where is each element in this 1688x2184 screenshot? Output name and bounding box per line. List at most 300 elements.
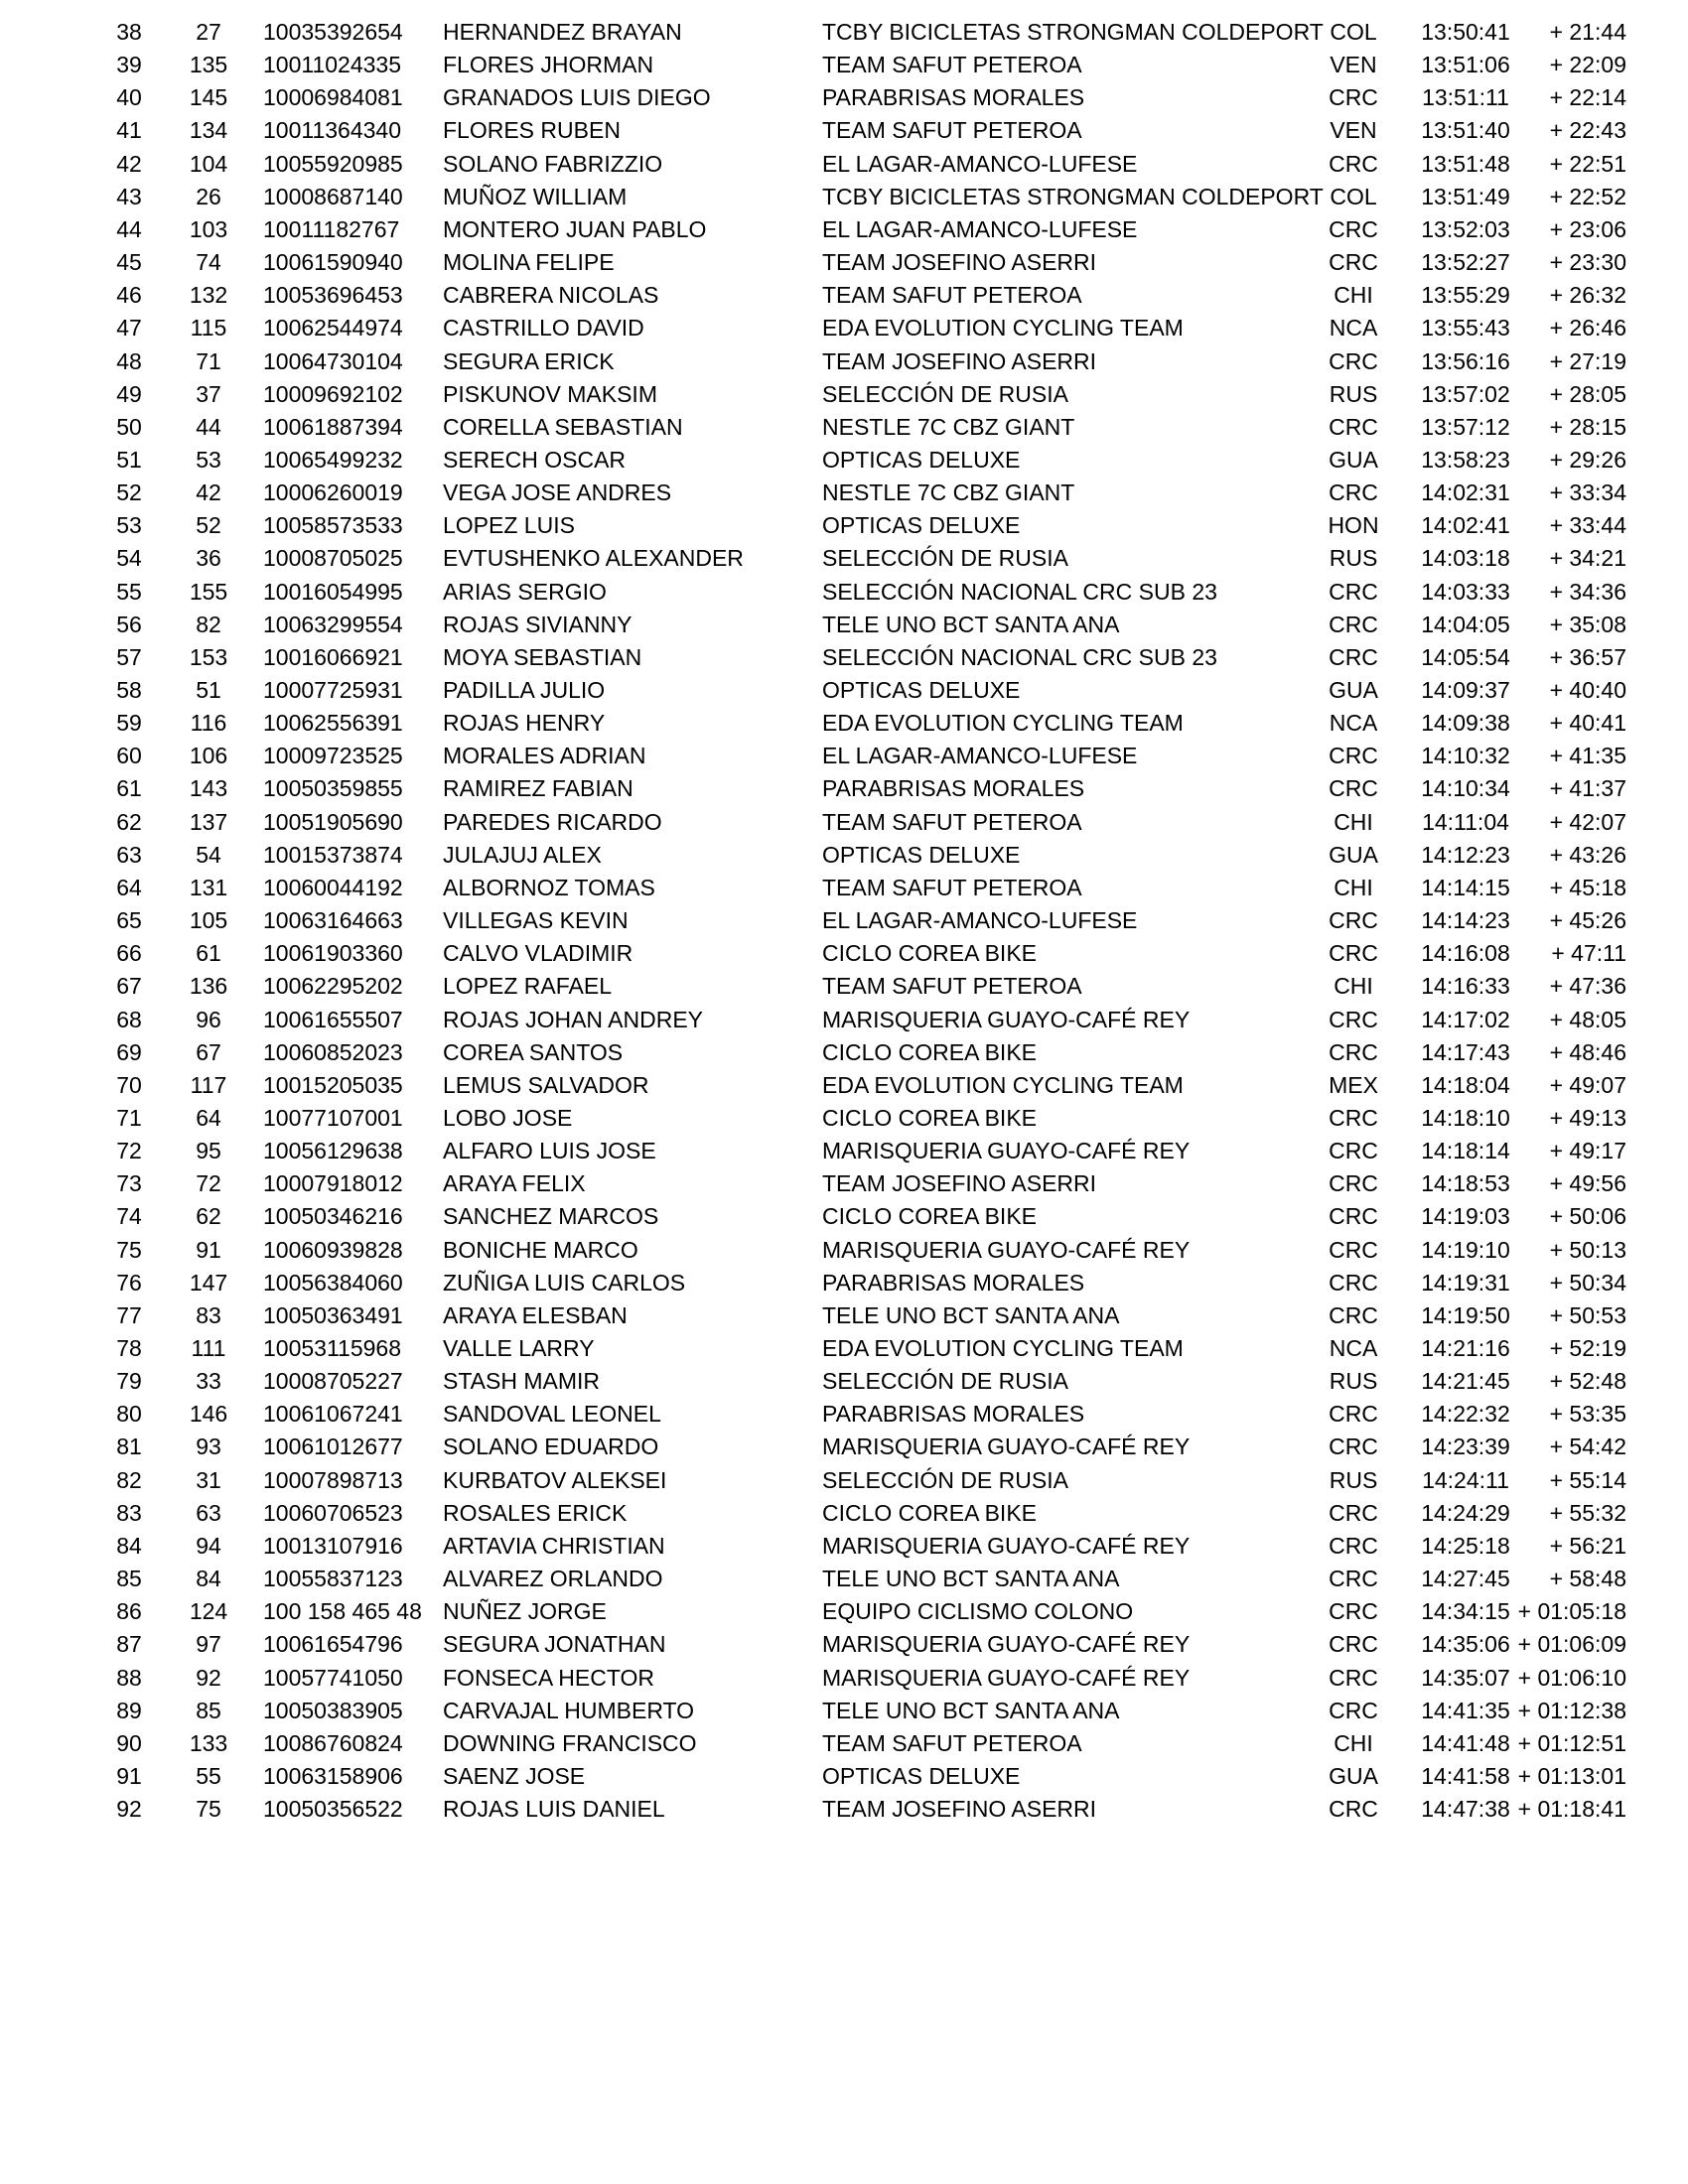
rider-name-cell: CASTRILLO DAVID (443, 315, 644, 341)
time-cell: 13:57:02 (1421, 380, 1510, 407)
position-cell: 45 (116, 249, 142, 276)
table-row (0, 246, 1688, 279)
time-cell: 14:09:38 (1421, 710, 1510, 737)
table-row (0, 1628, 1688, 1661)
position-cell: 90 (116, 1729, 142, 1756)
nationality-cell: GUA (1329, 1762, 1378, 1789)
team-name-cell: CICLO COREA BIKE (822, 1038, 1038, 1065)
time-gap-cell: + 58:48 (1549, 1566, 1626, 1592)
rider-name-cell: FONSECA HECTOR (443, 1664, 654, 1691)
position-cell: 92 (116, 1796, 142, 1823)
uci-id-cell: 10015205035 (263, 1071, 403, 1098)
nationality-cell: NCA (1329, 315, 1378, 341)
time-gap-cell: + 55:32 (1549, 1499, 1626, 1526)
table-row (0, 1497, 1688, 1530)
time-gap-cell: + 50:34 (1549, 1269, 1626, 1296)
time-cell: 14:12:23 (1421, 841, 1510, 868)
table-row (0, 806, 1688, 839)
nationality-cell: CRC (1329, 249, 1378, 276)
nationality-cell: NCA (1329, 710, 1378, 737)
bib-number-cell: 84 (196, 1566, 221, 1592)
rider-name-cell: SEGURA ERICK (443, 347, 615, 374)
position-cell: 71 (116, 1104, 142, 1131)
time-cell: 13:51:11 (1422, 84, 1509, 111)
team-name-cell: PARABRISAS MORALES (822, 84, 1085, 111)
rider-name-cell: HERNANDEZ BRAYAN (443, 19, 682, 45)
time-cell: 13:55:29 (1421, 282, 1510, 309)
table-row (0, 641, 1688, 674)
uci-id-cell: 10060852023 (263, 1038, 403, 1065)
team-name-cell: OPTICAS DELUXE (822, 446, 1021, 473)
bib-number-cell: 96 (196, 1006, 221, 1032)
time-gap-cell: + 54:42 (1549, 1433, 1626, 1460)
rider-name-cell: CORELLA SEBASTIAN (443, 413, 683, 440)
rider-name-cell: CARVAJAL HUMBERTO (443, 1697, 695, 1723)
table-row (0, 576, 1688, 609)
position-cell: 61 (116, 775, 142, 802)
bib-number-cell: 103 (189, 215, 228, 242)
time-gap-cell: + 49:56 (1549, 1170, 1626, 1197)
bib-number-cell: 36 (196, 545, 221, 572)
uci-id-cell: 10061067241 (263, 1401, 403, 1428)
time-cell: 14:24:11 (1422, 1466, 1509, 1493)
position-cell: 55 (116, 578, 142, 605)
position-cell: 53 (116, 512, 142, 539)
team-name-cell: TCBY BICICLETAS STRONGMAN COLDEPORT (822, 19, 1324, 45)
time-gap-cell: + 22:43 (1549, 117, 1626, 144)
position-cell: 48 (116, 347, 142, 374)
time-gap-cell: + 26:32 (1549, 282, 1626, 309)
nationality-cell: CRC (1329, 1796, 1378, 1823)
uci-id-cell: 10007898713 (263, 1466, 403, 1493)
rider-name-cell: ARAYA ELESBAN (443, 1301, 628, 1328)
bib-number-cell: 71 (196, 347, 221, 374)
team-name-cell: TELE UNO BCT SANTA ANA (822, 1697, 1120, 1723)
rider-name-cell: SOLANO EDUARDO (443, 1433, 659, 1460)
rider-name-cell: FLORES JHORMAN (443, 52, 654, 78)
uci-id-cell: 10007918012 (263, 1170, 403, 1197)
time-gap-cell: + 01:12:51 (1517, 1729, 1626, 1756)
uci-id-cell: 10035392654 (263, 19, 403, 45)
rider-name-cell: RAMIREZ FABIAN (443, 775, 633, 802)
uci-id-cell: 10062556391 (263, 710, 403, 737)
time-cell: 14:19:31 (1421, 1269, 1510, 1296)
table-row (0, 1135, 1688, 1167)
time-gap-cell: + 45:26 (1549, 907, 1626, 934)
table-row (0, 1727, 1688, 1760)
position-cell: 38 (116, 19, 142, 45)
table-row (0, 114, 1688, 147)
position-cell: 58 (116, 677, 142, 703)
table-row (0, 16, 1688, 49)
team-name-cell: TEAM SAFUT PETEROA (822, 282, 1082, 309)
uci-id-cell: 10006260019 (263, 479, 403, 506)
time-gap-cell: + 33:34 (1549, 479, 1626, 506)
bib-number-cell: 74 (196, 249, 221, 276)
uci-id-cell: 10056384060 (263, 1269, 403, 1296)
position-cell: 42 (116, 150, 142, 177)
bib-number-cell: 85 (196, 1697, 221, 1723)
team-name-cell: MARISQUERIA GUAYO-CAFÉ REY (822, 1664, 1191, 1691)
bib-number-cell: 62 (196, 1203, 221, 1230)
team-name-cell: PARABRISAS MORALES (822, 1401, 1085, 1428)
rider-name-cell: ROJAS SIVIANNY (443, 611, 633, 637)
bib-number-cell: 147 (189, 1269, 228, 1296)
time-gap-cell: + 41:35 (1549, 743, 1626, 769)
rider-name-cell: ARIAS SERGIO (443, 578, 607, 605)
bib-number-cell: 92 (196, 1664, 221, 1691)
time-gap-cell: + 49:17 (1549, 1138, 1626, 1164)
nationality-cell: CRC (1329, 1532, 1378, 1559)
table-row (0, 1595, 1688, 1628)
time-cell: 14:10:34 (1421, 775, 1510, 802)
rider-name-cell: VALLE LARRY (443, 1335, 595, 1361)
position-cell: 84 (116, 1532, 142, 1559)
position-cell: 47 (116, 315, 142, 341)
table-row (0, 1365, 1688, 1398)
team-name-cell: TELE UNO BCT SANTA ANA (822, 611, 1120, 637)
time-gap-cell: + 53:35 (1549, 1401, 1626, 1428)
time-cell: 14:17:43 (1421, 1038, 1510, 1065)
nationality-cell: CRC (1329, 84, 1378, 111)
time-cell: 13:56:16 (1421, 347, 1510, 374)
nationality-cell: CRC (1329, 1038, 1378, 1065)
position-cell: 67 (116, 973, 142, 1000)
bib-number-cell: 131 (189, 874, 228, 900)
table-row (0, 1167, 1688, 1200)
team-name-cell: TEAM SAFUT PETEROA (822, 1729, 1082, 1756)
position-cell: 52 (116, 479, 142, 506)
team-name-cell: CICLO COREA BIKE (822, 1104, 1038, 1131)
uci-id-cell: 10008705025 (263, 545, 403, 572)
table-row (0, 1299, 1688, 1332)
uci-id-cell: 100 158 465 48 (263, 1598, 422, 1625)
time-gap-cell: + 28:05 (1549, 380, 1626, 407)
uci-id-cell: 10055920985 (263, 150, 403, 177)
team-name-cell: EL LAGAR-AMANCO-LUFESE (822, 215, 1138, 242)
team-name-cell: TCBY BICICLETAS STRONGMAN COLDEPORT (822, 183, 1324, 209)
table-row (0, 181, 1688, 213)
table-row (0, 1563, 1688, 1595)
uci-id-cell: 10053115968 (263, 1335, 401, 1361)
nationality-cell: CRC (1329, 1269, 1378, 1296)
team-name-cell: SELECCIÓN DE RUSIA (822, 545, 1068, 572)
time-gap-cell: + 22:51 (1549, 150, 1626, 177)
team-name-cell: EQUIPO CICLISMO COLONO (822, 1598, 1134, 1625)
time-cell: 14:41:58 (1421, 1762, 1510, 1789)
table-row (0, 1464, 1688, 1497)
uci-id-cell: 10061590940 (263, 249, 403, 276)
team-name-cell: CICLO COREA BIKE (822, 1499, 1038, 1526)
bib-number-cell: 106 (189, 743, 228, 769)
time-gap-cell: + 47:11 (1551, 940, 1626, 967)
uci-id-cell: 10009723525 (263, 743, 403, 769)
bib-number-cell: 91 (196, 1236, 221, 1263)
nationality-cell: CRC (1329, 479, 1378, 506)
uci-id-cell: 10064730104 (263, 347, 403, 374)
team-name-cell: EL LAGAR-AMANCO-LUFESE (822, 907, 1138, 934)
nationality-cell: CRC (1329, 940, 1378, 967)
bib-number-cell: 135 (189, 52, 228, 78)
bib-number-cell: 111 (191, 1335, 226, 1361)
rider-name-cell: MOYA SEBASTIAN (443, 643, 642, 670)
position-cell: 88 (116, 1664, 142, 1691)
time-cell: 13:51:49 (1421, 183, 1510, 209)
bib-number-cell: 143 (189, 775, 228, 802)
team-name-cell: OPTICAS DELUXE (822, 677, 1021, 703)
time-gap-cell: + 36:57 (1549, 643, 1626, 670)
time-cell: 14:18:14 (1421, 1138, 1510, 1164)
position-cell: 50 (116, 413, 142, 440)
nationality-cell: RUS (1329, 1368, 1378, 1395)
position-cell: 82 (116, 1466, 142, 1493)
position-cell: 49 (116, 380, 142, 407)
bib-number-cell: 52 (196, 512, 221, 539)
uci-id-cell: 10056129638 (263, 1138, 403, 1164)
table-row (0, 1036, 1688, 1069)
table-row (0, 1530, 1688, 1563)
position-cell: 81 (116, 1433, 142, 1460)
team-name-cell: MARISQUERIA GUAYO-CAFÉ REY (822, 1006, 1191, 1032)
nationality-cell: CHI (1334, 282, 1373, 309)
position-cell: 65 (116, 907, 142, 934)
time-gap-cell: + 55:14 (1549, 1466, 1626, 1493)
time-gap-cell: + 28:15 (1549, 413, 1626, 440)
time-gap-cell: + 01:06:10 (1517, 1664, 1626, 1691)
team-name-cell: NESTLE 7C CBZ GIANT (822, 479, 1075, 506)
time-cell: 14:21:16 (1421, 1335, 1510, 1361)
time-cell: 14:04:05 (1421, 611, 1510, 637)
bib-number-cell: 94 (196, 1532, 221, 1559)
nationality-cell: CHI (1334, 973, 1373, 1000)
position-cell: 56 (116, 611, 142, 637)
team-name-cell: SELECCIÓN DE RUSIA (822, 380, 1068, 407)
rider-name-cell: PISKUNOV MAKSIM (443, 380, 657, 407)
time-cell: 14:19:50 (1421, 1301, 1510, 1328)
time-gap-cell: + 50:53 (1549, 1301, 1626, 1328)
bib-number-cell: 145 (189, 84, 228, 111)
time-gap-cell: + 22:14 (1549, 84, 1626, 111)
bib-number-cell: 42 (196, 479, 221, 506)
time-gap-cell: + 01:05:18 (1517, 1598, 1626, 1625)
position-cell: 79 (116, 1368, 142, 1395)
team-name-cell: MARISQUERIA GUAYO-CAFÉ REY (822, 1433, 1191, 1460)
team-name-cell: OPTICAS DELUXE (822, 1762, 1021, 1789)
bib-number-cell: 75 (196, 1796, 221, 1823)
uci-id-cell: 10011182767 (263, 215, 400, 242)
bib-number-cell: 124 (189, 1598, 228, 1625)
uci-id-cell: 10053696453 (263, 282, 403, 309)
team-name-cell: CICLO COREA BIKE (822, 1203, 1038, 1230)
team-name-cell: MARISQUERIA GUAYO-CAFÉ REY (822, 1631, 1191, 1658)
position-cell: 63 (116, 841, 142, 868)
uci-id-cell: 10011364340 (263, 117, 401, 144)
time-gap-cell: + 47:36 (1549, 973, 1626, 1000)
nationality-cell: COL (1330, 19, 1377, 45)
team-name-cell: TELE UNO BCT SANTA ANA (822, 1301, 1120, 1328)
rider-name-cell: MONTERO JUAN PABLO (443, 215, 707, 242)
position-cell: 86 (116, 1598, 142, 1625)
bib-number-cell: 153 (189, 643, 228, 670)
rider-name-cell: LEMUS SALVADOR (443, 1071, 649, 1098)
uci-id-cell: 10061887394 (263, 413, 403, 440)
time-cell: 13:51:40 (1421, 117, 1510, 144)
nationality-cell: CRC (1329, 215, 1378, 242)
time-gap-cell: + 21:44 (1549, 19, 1626, 45)
nationality-cell: CRC (1329, 1301, 1378, 1328)
time-cell: 13:52:03 (1421, 215, 1510, 242)
team-name-cell: CICLO COREA BIKE (822, 940, 1038, 967)
time-cell: 14:18:04 (1421, 1071, 1510, 1098)
rider-name-cell: ARAYA FELIX (443, 1170, 586, 1197)
uci-id-cell: 10050383905 (263, 1697, 403, 1723)
position-cell: 70 (116, 1071, 142, 1098)
rider-name-cell: ROSALES ERICK (443, 1499, 628, 1526)
table-row (0, 1760, 1688, 1793)
bib-number-cell: 37 (196, 380, 221, 407)
position-cell: 89 (116, 1697, 142, 1723)
position-cell: 39 (116, 52, 142, 78)
position-cell: 57 (116, 643, 142, 670)
position-cell: 80 (116, 1401, 142, 1428)
position-cell: 59 (116, 710, 142, 737)
uci-id-cell: 10008687140 (263, 183, 403, 209)
time-cell: 14:10:32 (1421, 743, 1510, 769)
time-gap-cell: + 23:30 (1549, 249, 1626, 276)
team-name-cell: TEAM SAFUT PETEROA (822, 973, 1082, 1000)
table-row (0, 1069, 1688, 1102)
bib-number-cell: 55 (196, 1762, 221, 1789)
uci-id-cell: 10065499232 (263, 446, 403, 473)
nationality-cell: CRC (1329, 1566, 1378, 1592)
uci-id-cell: 10050359855 (263, 775, 403, 802)
time-cell: 14:47:38 (1421, 1796, 1510, 1823)
bib-number-cell: 115 (190, 315, 227, 341)
time-gap-cell: + 50:06 (1549, 1203, 1626, 1230)
team-name-cell: MARISQUERIA GUAYO-CAFÉ REY (822, 1138, 1191, 1164)
team-name-cell: SELECCIÓN DE RUSIA (822, 1466, 1068, 1493)
team-name-cell: SELECCIÓN NACIONAL CRC SUB 23 (822, 643, 1217, 670)
rider-name-cell: MOLINA FELIPE (443, 249, 615, 276)
team-name-cell: NESTLE 7C CBZ GIANT (822, 413, 1075, 440)
time-gap-cell: + 45:18 (1549, 874, 1626, 900)
team-name-cell: TEAM JOSEFINO ASERRI (822, 1170, 1097, 1197)
rider-name-cell: LOPEZ LUIS (443, 512, 575, 539)
uci-id-cell: 10011024335 (263, 52, 401, 78)
nationality-cell: GUA (1329, 446, 1378, 473)
position-cell: 77 (116, 1301, 142, 1328)
bib-number-cell: 33 (196, 1368, 221, 1395)
nationality-cell: CRC (1329, 1664, 1378, 1691)
uci-id-cell: 10061903360 (263, 940, 403, 967)
nationality-cell: CRC (1329, 1170, 1378, 1197)
rider-name-cell: GRANADOS LUIS DIEGO (443, 84, 711, 111)
rider-name-cell: SANCHEZ MARCOS (443, 1203, 659, 1230)
time-cell: 14:05:54 (1421, 643, 1510, 670)
uci-id-cell: 10055837123 (263, 1566, 403, 1592)
time-gap-cell: + 50:13 (1549, 1236, 1626, 1263)
nationality-cell: CRC (1329, 907, 1378, 934)
time-cell: 14:41:35 (1421, 1697, 1510, 1723)
rider-name-cell: MUÑOZ WILLIAM (443, 183, 628, 209)
position-cell: 72 (116, 1138, 142, 1164)
position-cell: 46 (116, 282, 142, 309)
rider-name-cell: ROJAS LUIS DANIEL (443, 1796, 665, 1823)
nationality-cell: CHI (1334, 808, 1373, 835)
bib-number-cell: 82 (196, 611, 221, 637)
position-cell: 43 (116, 183, 142, 209)
table-row (0, 378, 1688, 411)
uci-id-cell: 10050346216 (263, 1203, 403, 1230)
nationality-cell: CRC (1329, 611, 1378, 637)
position-cell: 44 (116, 215, 142, 242)
position-cell: 40 (116, 84, 142, 111)
time-cell: 13:51:48 (1421, 150, 1510, 177)
rider-name-cell: SEGURA JONATHAN (443, 1631, 666, 1658)
rider-name-cell: ZUÑIGA LUIS CARLOS (443, 1269, 686, 1296)
team-name-cell: PARABRISAS MORALES (822, 775, 1085, 802)
rider-name-cell: FLORES RUBEN (443, 117, 621, 144)
table-row (0, 1398, 1688, 1431)
table-row (0, 1267, 1688, 1299)
nationality-cell: CRC (1329, 643, 1378, 670)
time-cell: 14:23:39 (1421, 1433, 1510, 1460)
nationality-cell: VEN (1330, 52, 1377, 78)
rider-name-cell: NUÑEZ JORGE (443, 1598, 607, 1625)
rider-name-cell: VEGA JOSE ANDRES (443, 479, 672, 506)
table-row (0, 839, 1688, 872)
uci-id-cell: 10060044192 (263, 874, 403, 900)
time-gap-cell: + 34:21 (1549, 545, 1626, 572)
table-row (0, 1332, 1688, 1365)
nationality-cell: CRC (1329, 1433, 1378, 1460)
table-row (0, 740, 1688, 772)
rider-name-cell: ALVAREZ ORLANDO (443, 1566, 663, 1592)
time-gap-cell: + 01:06:09 (1517, 1631, 1626, 1658)
time-cell: 14:03:33 (1421, 578, 1510, 605)
position-cell: 76 (116, 1269, 142, 1296)
uci-id-cell: 10051905690 (263, 808, 403, 835)
nationality-cell: CRC (1329, 1203, 1378, 1230)
table-row (0, 1695, 1688, 1727)
team-name-cell: TEAM SAFUT PETEROA (822, 808, 1082, 835)
time-cell: 13:52:27 (1421, 249, 1510, 276)
bib-number-cell: 93 (196, 1433, 221, 1460)
bib-number-cell: 53 (196, 446, 221, 473)
bib-number-cell: 104 (189, 150, 228, 177)
bib-number-cell: 83 (196, 1301, 221, 1328)
time-cell: 13:58:23 (1421, 446, 1510, 473)
rider-name-cell: SERECH OSCAR (443, 446, 627, 473)
rider-name-cell: STASH MAMIR (443, 1368, 601, 1395)
nationality-cell: CHI (1334, 1729, 1373, 1756)
position-cell: 68 (116, 1006, 142, 1032)
nationality-cell: CRC (1329, 743, 1378, 769)
time-gap-cell: + 41:37 (1549, 775, 1626, 802)
time-gap-cell: + 01:18:41 (1517, 1796, 1626, 1823)
bib-number-cell: 155 (189, 578, 228, 605)
nationality-cell: HON (1328, 512, 1379, 539)
bib-number-cell: 44 (196, 413, 221, 440)
nationality-cell: CRC (1329, 1006, 1378, 1032)
time-gap-cell: + 48:46 (1549, 1038, 1626, 1065)
table-row (0, 312, 1688, 344)
bib-number-cell: 64 (196, 1104, 221, 1131)
table-row (0, 411, 1688, 444)
uci-id-cell: 10062295202 (263, 973, 403, 1000)
uci-id-cell: 10008705227 (263, 1368, 403, 1395)
uci-id-cell: 10007725931 (263, 677, 403, 703)
